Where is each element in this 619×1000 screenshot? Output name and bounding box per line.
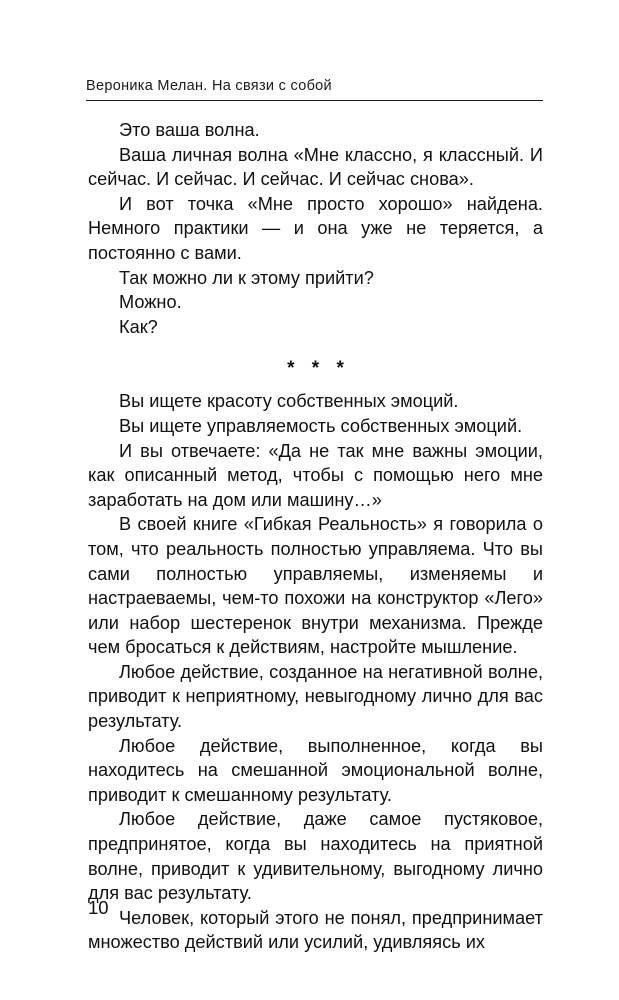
paragraph: Это ваша волна. xyxy=(119,120,260,140)
paragraph: В своей книге «Гибкая Реальность» я говорила о том, что реальность полностью управляема. Что вы сами полностью управляемы, изменяемы и настраеваемы, чем-то похожи на конструктор «Лего» или набор шестеренок внутри механизма. Прежде чем бросаться к действиям, настройте мышление. xyxy=(88,514,543,658)
body-text xyxy=(88,118,543,955)
page-number: 10 xyxy=(88,897,109,918)
paragraph: Любое действие, даже самое пустяковое, предпринятое, когда вы находитесь на приятной волне, приводит к удивительному, выгодному лично для вас результату. xyxy=(88,809,543,904)
paragraph: Вы ищете управляемость собственных эмоций. xyxy=(119,415,523,436)
paragraph: Можно. xyxy=(119,292,182,313)
paragraph: Человек, который этого не понял, предпринимает множество действий или усилий, удивляясь их xyxy=(88,907,543,953)
section-separator: * * * xyxy=(287,358,350,380)
paragraph: И вот точка «Мне просто хорошо» найдена. Немного практики — и она уже не теряется, а постоянно с вами. xyxy=(88,193,543,263)
paragraph: Вы ищете красоту собственных эмоций. xyxy=(119,391,459,412)
paragraph: Так можно ли к этому прийти? xyxy=(119,267,374,288)
paragraph: И вы отвечаете: «Да не так мне важны эмоции, как описанный метод, чтобы с помощью него мне заработать на дом или машину…» xyxy=(88,440,543,510)
header-rule xyxy=(86,100,543,101)
running-title: Вероника Мелан. На связи с собой xyxy=(86,78,332,94)
paragraph: Любое действие, выполненное, когда вы находитесь на смешанной эмоциональной волне, приводит к смешанному результату. xyxy=(88,735,543,805)
paragraph: Как? xyxy=(119,316,158,337)
paragraph: Ваша личная волна «Мне классно, я классный. И сейчас. И сейчас. И сейчас. И сейчас снова». xyxy=(88,144,543,190)
paragraph: Любое действие, созданное на негативной волне, приводит к неприятному, невыгодному лично для вас результату. xyxy=(88,661,543,732)
